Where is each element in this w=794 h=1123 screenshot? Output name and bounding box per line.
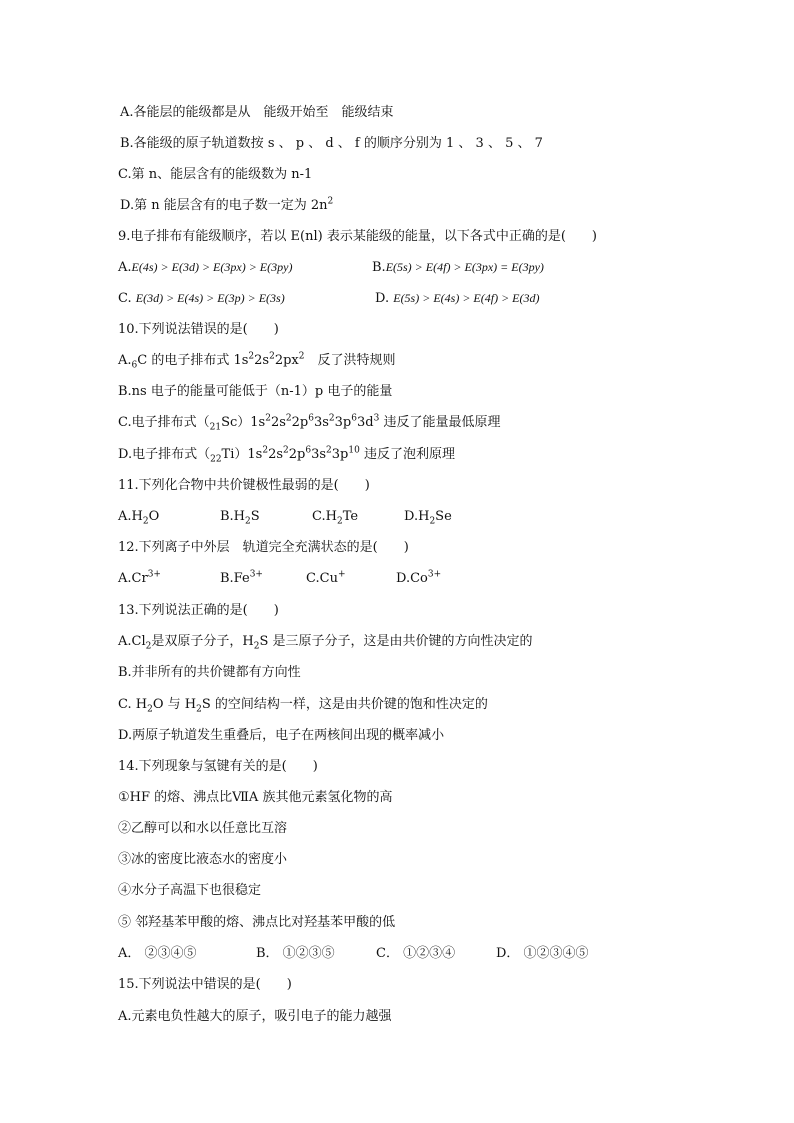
q10-stem: 10.下列说法错误的是( ) — [118, 322, 279, 337]
q8-option-d: D.第 n 能层含有的电子数一定为 $2n^2$ — [120, 196, 334, 213]
q13-option-c: C. $H_2O$ 与 $H_2S$ 的空间结构一样，这是由共价键的饱和性决定的 — [118, 697, 488, 715]
q11-option-a: $A.H_2O$ — [118, 509, 160, 527]
q14-option-c: C． ①②③④ — [376, 946, 456, 961]
q13-option-a: $A.Cl_2$是双原子分子，$H_2S$ 是三原子分子，这是由共价键的方向性决定的 — [118, 634, 533, 652]
q10-option-c: C.电子排布式$(_{21}Sc)1s^22s^22p^63s^23p^63d^3$ 违反了能量最低原理 — [118, 413, 501, 433]
q13-option-d: D.两原子轨道发生重叠后，电子在两核间出现的概率减小 — [118, 728, 445, 743]
q11-option-c: $C.H_2Te$ — [312, 509, 359, 527]
q9-option-a-formula: E(4s) > E(3d) > E(3px) > E(3py) — [131, 260, 293, 274]
q9-option-d-formula: E(5s) > E(4s) > E(4f) > E(3d) — [393, 291, 540, 305]
q14-stem: 14.下列现象与氢键有关的是( ) — [118, 759, 318, 774]
q14-item-3: ③冰的密度比液态水的密度小 — [118, 852, 288, 867]
q10-option-b: B.ns 电子的能量可能低于（n-1）p 电子的能量 — [118, 384, 393, 399]
q10-option-a: $A._6C$ 的电子排布式 $1s^22s^22px^2$ 反了洪特规则 — [118, 351, 396, 371]
q14-options — [118, 945, 589, 963]
q11-option-b: $B.H_2S$ — [220, 509, 260, 527]
q14-option-b: B． ①②③⑤ — [256, 946, 335, 961]
q12-option-a: $A.Cr^{3+}$ — [118, 569, 161, 586]
q14-option-a: A． ②③④⑤ — [118, 946, 197, 961]
q14-option-d: D． ①②③④⑤ — [496, 946, 589, 961]
q9-option-a: A.E(4s) > E(3d) > E(3px) > E(3py) — [118, 260, 293, 275]
q11-option-d: $D.H_2Se$ — [404, 509, 452, 527]
q12-options — [118, 570, 441, 588]
q12-stem: 12.下列离子中外层 轨道完全充满状态的是( ) — [118, 540, 409, 555]
q13-option-b: B.并非所有的共价键都有方向性 — [118, 665, 301, 680]
q9-option-b: B.E(5s) > E(4f) > E(3px) = E(3py) — [372, 260, 544, 275]
q14-item-1: ①HF 的熔、沸点比ⅦA 族其他元素氢化物的高 — [118, 790, 393, 805]
q9-stem: 9.电子排布有能级顺序，若以 E(nl) 表示某能级的能量，以下各式中正确的是( ) — [118, 229, 597, 244]
q14-item-2: ②乙醇可以和水以任意比互溶 — [118, 821, 288, 836]
q11-options — [118, 508, 452, 526]
q10-option-d: D.电子排布式$(_{22}Ti)1s^22s^22p^63s^23p^{10}$ 违反了泡利原理 — [118, 445, 455, 465]
q11-stem: 11.下列化合物中共价键极性最弱的是( ) — [118, 478, 370, 493]
q9-option-b-formula: E(5s) > E(4f) > E(3px) = E(3py) — [385, 260, 544, 274]
q9-option-d: D. E(5s) > E(4s) > E(4f) > E(3d) — [375, 291, 540, 306]
q14-item-5: ⑤ 邻羟基苯甲酸的熔、沸点比对羟基苯甲酸的低 — [118, 915, 396, 930]
q13-stem: 13.下列说法正确的是( ) — [118, 603, 279, 618]
q14-item-4: ④水分子高温下也很稳定 — [118, 883, 262, 898]
q12-option-c: C.Cu+ — [306, 569, 346, 586]
q15-option-a: A.元素电负性越大的原子，吸引电子的能力越强 — [118, 1009, 392, 1024]
q8-option-b: B.各能级的原子轨道数按 s 、 p 、 d 、 f 的顺序分别为 1 、 3 、 5 、 7 — [120, 136, 543, 151]
q12-option-d: $D.Co^{3+}$ — [396, 569, 442, 586]
q8-option-c: C.第 n、能层含有的能级数为 n-1 — [118, 167, 313, 182]
q9-option-c-formula: E(3d) > E(4s) > E(3p) > E(3s) — [135, 291, 285, 305]
q15-stem: 15.下列说法中错误的是( ) — [118, 977, 292, 992]
q9-option-c: C. E(3d) > E(4s) > E(3p) > E(3s) — [118, 291, 285, 306]
q8-option-a: A.各能层的能级都是从 能级开始至 能级结束 — [120, 105, 394, 120]
q12-option-b: $B.Fe^{3+}$ — [220, 569, 263, 586]
